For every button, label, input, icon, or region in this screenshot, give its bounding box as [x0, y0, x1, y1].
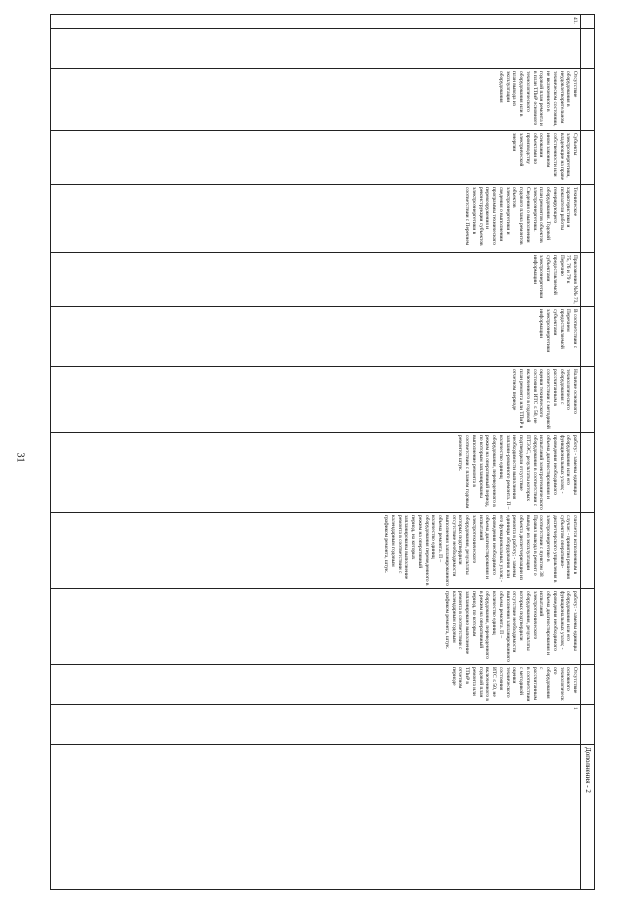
table-cell	[581, 69, 595, 131]
side-note: Дополнения - 2	[581, 745, 595, 890]
page-number: 31	[14, 452, 26, 463]
condition-cell: Наличие основного технологического оборудования с рассчитанным в соответствии с методикой оценки технического состояния ИТС ≤ 50, не включенного в годовой план ремонта или ТПиР в отчетном периоде	[51, 367, 581, 433]
table-cell	[51, 29, 581, 69]
rotated-table-frame	[50, 14, 595, 889]
row-number: 41.	[51, 15, 581, 29]
event-cell: Отсутствие оборудования в неудовлетворительном техническом состоянии, не включенного в годовой план ремонта и в план ТПиР основного технологического оборудования или в план вывода из эксплуатации оборудования	[51, 69, 581, 131]
rate-cell: работу: - замены единицы оборудования или его функциональных узлов; - проведения необходимого объема диагностирования и испытаний электротехнического оборудования, результаты которых подтвердили отсутствие необходимости выполнения запланированного объема ремонта. П – количество единиц оборудования, переведенного в режим на оперативный период, по которым запланировано выполнение ремонта в соответствии с календарным годовым графиком ремонта, штук.	[51, 589, 581, 665]
table-cell	[581, 665, 595, 705]
indicators-table	[50, 14, 595, 890]
mark-cell: 1	[51, 705, 581, 745]
table-header-row	[581, 15, 595, 890]
table-cell	[581, 131, 595, 185]
table-cell	[581, 15, 595, 29]
table-cell	[581, 367, 595, 433]
table-cell	[581, 589, 595, 665]
table-cell	[581, 29, 595, 69]
table-cell	[581, 433, 595, 513]
table-cell	[581, 513, 595, 589]
order-cell: В соответствии с Перечнем предоставляемой субъектами электроэнергетики информации	[51, 307, 581, 367]
criteria-cell: Техническое характеристики и показатели работы генерирующего оборудования. Годовой план ремонтов объектов электроэнергетики. Сведения о выполнении годового плана ремонтов объектов электроэнергетики и сведения о выполнении программы технического перевооружения и реконструкции субъектов электроэнергетики в соответствии с Перечнем	[51, 185, 581, 253]
exclusion-cell: работу: - замены единицы оборудования или его функциональных узлов; - проведения необходимого объема диагностирования и испытаний электротехнического оборудования в соответствии с ПТЭЭС, результаты которых подтвердили отсутствие необходимости выполнения заплани-рованного ремонта. П – количество единиц оборудования, переведенного в режим на оперативный период, по которым запланированы выполнение ремонта в соответствии с планом годовым ремонтов штук.	[51, 433, 581, 513]
table-cell	[581, 307, 595, 367]
appendix-cell: Приложения №№ 73, 75, 76 и 79 к Перечню предоставляемой субъектами электроэнергетики информации	[51, 253, 581, 307]
condition-cell-2: Отсутствие основного технологического оборудования с рассчитанным в соответствии с методикой оценки технического состояния ИТС ≤ 50, не включенного в годовой план ремонта или ТПиР в отчетном периоде	[51, 665, 581, 705]
formula-cell: считается исполненным в случае: - принятия решения субъектом оперативно-диспетчерского управления в электроэнергетике в соответствии с пунктом 38 Правил вывода в ремонт о выводе из эксплуатации объекта диспетчеризации из ремонта в работу; - замены единицы оборудования или его функциональных узлов; - проведения необходимого объема диагностирования и испытаний электротехнического оборудования, результаты которых подтвердили отсутствие необходимости выполнения запланированного объема ремонта. П – количество единиц оборудования переведенного в режим на оперативный период, на которых запланированы выполнение ремонта в соответствии с календарным годовым графиком ремонта, штук.	[51, 513, 581, 589]
table-cell	[581, 185, 595, 253]
table-row	[51, 15, 581, 890]
table-cell	[51, 745, 581, 890]
table-cell	[581, 253, 595, 307]
table-cell	[581, 705, 595, 745]
subject-cell: Субъекты электроэнергетики, владеющие на праве собственности или ином законном основании объектами по производству электрической энергии	[51, 131, 581, 185]
